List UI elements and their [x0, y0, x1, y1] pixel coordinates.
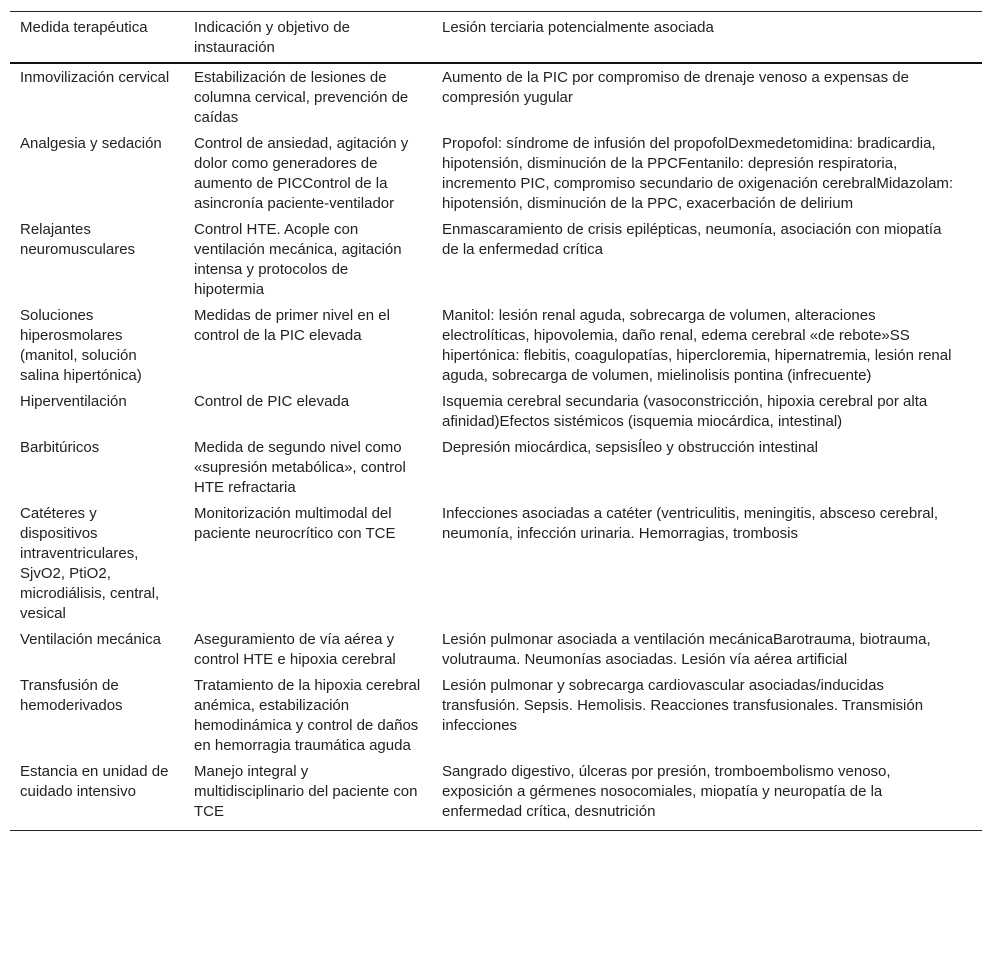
lesion-cell: Depresión miocárdica, sepsisÍleo y obstrucción intestinal: [442, 439, 819, 456]
lesion-cell: Manitol: lesión renal aguda, sobrecarga de volumen, alteraciones electrolíticas, hipovolemia, daño renal, edema cerebral «de rebote»SS hipertónica: flebitis, coagulopatías, hipercloremia, hipernatremia, lesión renal aguda, sobrecarga de volumen, mielinolisis pontina (infrecuente): [442, 307, 952, 384]
indication-cell: Aseguramiento de vía aérea y control HTE e hipoxia cerebral: [194, 631, 396, 668]
header-row: [10, 12, 982, 64]
table-row: [10, 672, 982, 758]
indication-cell: Control de ansiedad, agitación y dolor como generadores de aumento de PICControl de la asincronía paciente-ventilador: [194, 135, 409, 212]
measure-cell: Catéteres y dispositivos intraventriculares, SjvO2, PtiO2, microdiálisis, central, vesical: [20, 505, 160, 622]
lesion-cell: Propofol: síndrome de infusión del propofolDexmedetomidina: bradicardia, hipotensión, disminución de la PPCFentanilo: depresión respiratoria, incremento PIC, compromiso secundario de oxigenación cerebralMidazolam: hipotensión, disminución de la PPC, exacerbación de delirium: [442, 135, 954, 212]
lesion-cell: Isquemia cerebral secundaria (vasoconstricción, hipoxia cerebral por alta afinidad)Efectos sistémicos (isquemia miocárdica, intestinal): [442, 393, 928, 430]
table-row: [10, 500, 982, 626]
table-row: [10, 216, 982, 302]
table-row: [10, 63, 982, 130]
table-header: [10, 12, 982, 64]
table-row: [10, 388, 982, 434]
table-row: [10, 302, 982, 388]
indication-cell: Control HTE. Acople con ventilación mecánica, agitación intensa y protocolos de hipotermia: [194, 221, 402, 298]
header-lesion: Lesión terciaria potencialmente asociada: [442, 19, 714, 36]
measure-cell: Estancia en unidad de cuidado intensivo: [20, 763, 169, 800]
indication-cell: Control de PIC elevada: [194, 393, 350, 410]
therapeutic-measures-table: [10, 11, 982, 831]
measure-cell: Transfusión de hemoderivados: [20, 677, 123, 714]
measure-cell: Inmovilización cervical: [20, 69, 170, 86]
measure-cell: Ventilación mecánica: [20, 631, 161, 648]
measure-cell: Soluciones hiperosmolares (manitol, solución salina hipertónica): [20, 307, 142, 384]
lesion-cell: Lesión pulmonar y sobrecarga cardiovascular asociadas/inducidas transfusión. Sepsis. Hemolisis. Reacciones transfusionales. Transmisión infecciones: [442, 677, 924, 734]
measure-cell: Hiperventilación: [20, 393, 127, 410]
lesion-cell: Enmascaramiento de crisis epilépticas, neumonía, asociación con miopatía de la enfermedad crítica: [442, 221, 942, 258]
indication-cell: Manejo integral y multidisciplinario del paciente con TCE: [194, 763, 418, 820]
table-row: [10, 626, 982, 672]
indication-cell: Estabilización de lesiones de columna cervical, prevención de caídas: [194, 69, 409, 126]
indication-cell: Monitorización multimodal del paciente neurocrítico con TCE: [194, 505, 396, 542]
measure-cell: Relajantes neuromusculares: [20, 221, 136, 258]
lesion-cell: Lesión pulmonar asociada a ventilación mecánicaBarotrauma, biotrauma, volutrauma. Neumonías asociadas. Lesión vía aérea artificial: [442, 631, 931, 668]
table-row: [10, 434, 982, 500]
lesion-cell: Aumento de la PIC por compromiso de drenaje venoso a expensas de compresión yugular: [442, 69, 909, 106]
lesion-cell: Sangrado digestivo, úlceras por presión, tromboembolismo venoso, exposición a gérmenes nosocomiales, miopatía y neuropatía de la enfermedad crítica, desnutrición: [442, 763, 891, 820]
indication-cell: Medidas de primer nivel en el control de la PIC elevada: [194, 307, 390, 344]
table-row: [10, 130, 982, 216]
lesion-cell: Infecciones asociadas a catéter (ventriculitis, meningitis, absceso cerebral, neumonía, infección urinaria. Hemorragias, trombosis: [442, 505, 939, 542]
table-row: [10, 758, 982, 831]
measure-cell: Barbitúricos: [20, 439, 100, 456]
indication-cell: Medida de segundo nivel como «supresión metabólica», control HTE refractaria: [194, 439, 406, 496]
measure-cell: Analgesia y sedación: [20, 135, 162, 152]
header-measure: Medida terapéutica: [20, 19, 148, 36]
table-body: [10, 63, 982, 831]
indication-cell: Tratamiento de la hipoxia cerebral anémica, estabilización hemodinámica y control de daños en hemorragia traumática aguda: [194, 677, 421, 754]
header-indication: Indicación y objetivo de instauración: [194, 19, 350, 56]
